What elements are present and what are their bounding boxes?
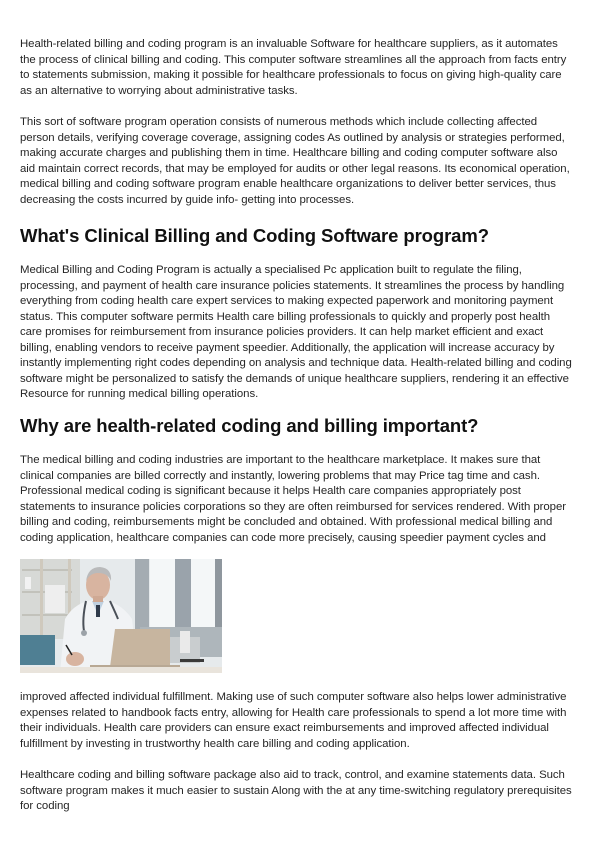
section2-paragraph-after-image: improved affected individual fulfillment. Making use of such computer software also helps lower administrative expenses related to handbook facts entry, allowing for Health care professionals to spend a lot more time with their individuals. Health care providers can ensure exact reimbursements and improved affected individual fulfillment by investing in trustworthy health care billing and coding application. — [20, 691, 567, 750]
section1-heading-block — [20, 225, 572, 247]
intro-paragraph-2: This sort of software program operation consists of numerous methods which include collecting affected person details, verifying coverage coverage, assigning codes As outlined by analysis or strategies performed, making accurate charges and publishing them in time. Healthcare billing and coding computer software also aid maintain correct records, that may be employed for audits or other legal reasons. Its economical operation, medical billing and coding software program enable healthcare organizations to deliver better services, thus decreasing the costs incurred by guide info- getting into processes. — [20, 116, 570, 206]
section1-paragraph-block — [20, 263, 572, 403]
intro-paragraph-1: Health-related billing and coding program is an invaluable Software for healthcare suppliers, as it automates the process of clinical billing and coding. This computer software streamlines all the approach from facts entry to statements submission, making it possible for healthcare professionals to focus on giving high-quality care as an alternative to worrying about administrative tasks. — [20, 38, 567, 97]
closing-paragraph-block — [20, 768, 572, 815]
closing-paragraph: Healthcare coding and billing software package also aid to track, control, and examine statements data. Such software program makes it much easier to sustain Along with the at any time-switching regulatory prerequisites for coding — [20, 769, 572, 812]
section2-paragraph-block — [20, 453, 572, 546]
section-heading-why-important: Why are health-related coding and billing important? — [20, 415, 479, 436]
section2-paragraph-before-image: The medical billing and coding industries are important to the healthcare marketplace. It makes sure that clinical companies are billed correctly and instantly, lowering problems that may Price tag time and cash. Professional medical coding is significant because it helps Health care companies appropriately post statements to insurance policies corporations so they are often reimbursed for services rendered. With proper billing and coding, reimbursements might be concluded and obtained. With professional medical billing and coding application, healthcare companies can code more precisely, causing speedier payment cycles and — [20, 454, 566, 544]
section2-heading-block — [20, 415, 572, 437]
doctor-laptop-photo — [20, 559, 222, 673]
intro-paragraph-1-block — [20, 37, 572, 99]
section1-paragraph: Medical Billing and Coding Program is actually a specialised Pc application built to regulate the filing, processing, and payment of health care insurance policies statements. It streamlines the process by handling everything from coding health care expert services to making expected paperwork and monitoring payment status. This computer software permits Health care billing professionals to quickly and properly post health care promises for reimbursement from insurance policies providers. It can help market efficient and exact billing, enabling vendors to receive payment speedier. Additionally, the application will increase accuracy by instantly implementing right codes depending on analysis and technique data. Health-related billing and coding software might be personalized to satisfy the demands of unique healthcare suppliers, rendering it an effective Resource for running medical billing operations. — [20, 264, 572, 400]
photo-illustration — [20, 559, 222, 673]
intro-paragraph-2-block — [20, 115, 572, 208]
section2-paragraph-after-image-block — [20, 690, 572, 752]
section-heading-what-is: What's Clinical Billing and Coding Software program? — [20, 225, 489, 246]
